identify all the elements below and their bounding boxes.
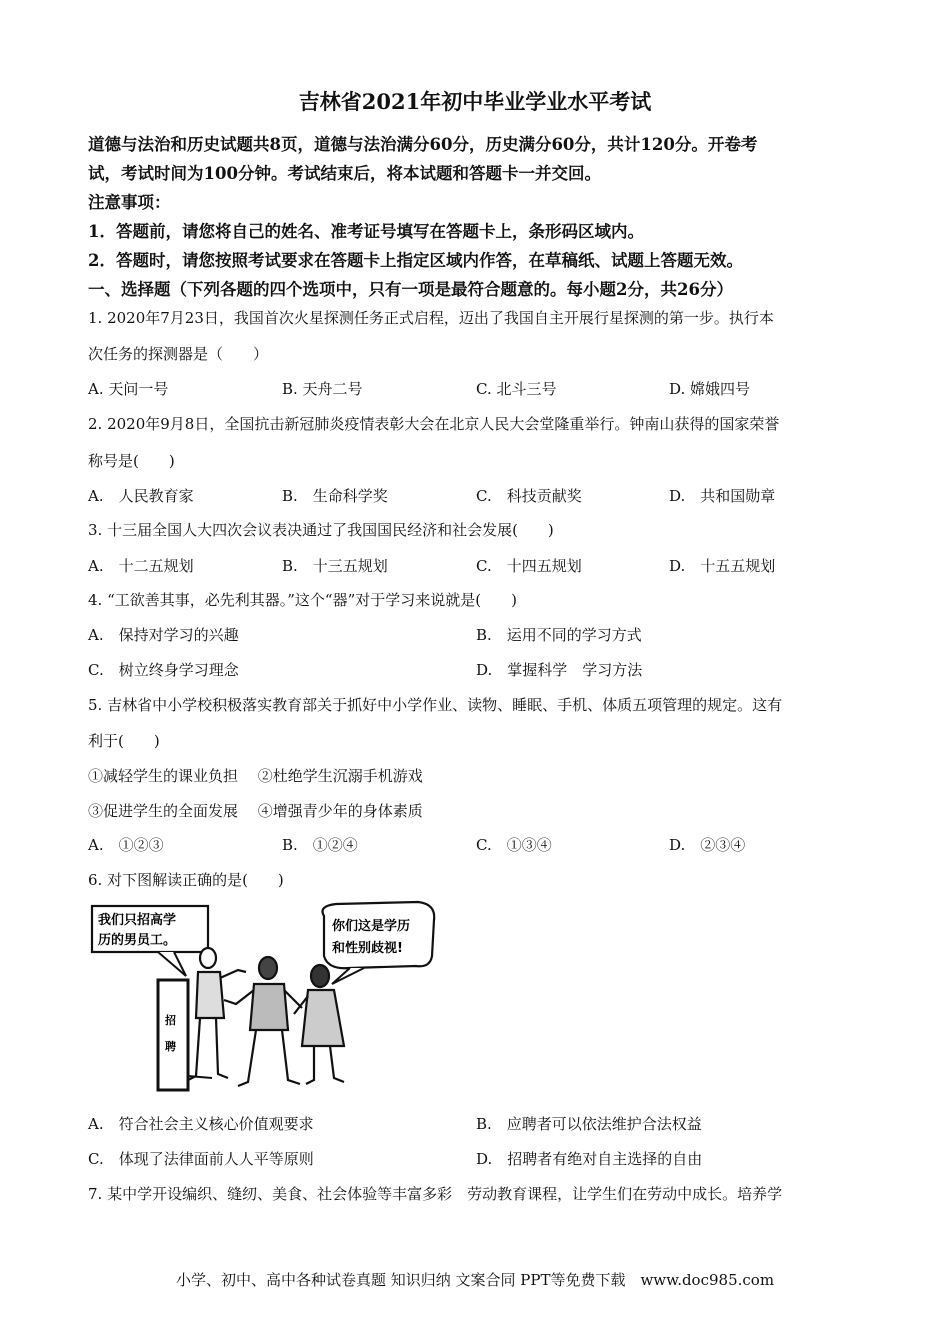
q1-option-b: B. 天舟二号 xyxy=(282,380,363,398)
q3-option-d: D. 十五五规划 xyxy=(669,557,776,575)
q4-option-d: D. 掌握科学 学习方法 xyxy=(476,661,643,679)
q7-stem: 7. 某中学开设编织、缝纫、美食、社会体验等丰富多彩 劳动教育课程，让学生们在劳动中成长。培养学 xyxy=(88,1185,783,1203)
q5-statements-2: ③促进学生的全面发展 ④增强青少年的身体素质 xyxy=(88,802,423,820)
section-heading: 一、选择题（下列各题的四个选项中，只有一项是最符合题意的。每小题2分，共26分） xyxy=(88,280,733,299)
q2-option-b: B. 生命科学奖 xyxy=(282,487,388,505)
q3-option-b: B. 十三五规划 xyxy=(282,557,388,575)
cartoon-illustration xyxy=(88,898,438,1100)
recruiter-figure xyxy=(188,948,246,1080)
q5-option-a: A. ①②③ xyxy=(88,836,164,854)
q5-option-d: D. ②③④ xyxy=(669,836,746,854)
q4-option-b: B. 运用不同的学习方式 xyxy=(476,626,642,644)
notice-1: 1．答题前，请您将自己的姓名、准考证号填写在答题卡上，条形码区域内。 xyxy=(88,222,644,241)
q5-stem-line2: 利于( ) xyxy=(88,732,160,750)
q6-option-d: D. 招聘者有绝对自主选择的自由 xyxy=(476,1150,703,1168)
intro-line-1: 道德与法治和历史试题共8页，道德与法治满分60分，历史满分60分，共计120分。开卷考 xyxy=(88,135,758,154)
q2-stem-line1: 2. 2020年9月8日，全国抗击新冠肺炎疫情表彰大会在北京人民大会堂隆重举行。钟南山获得的国家荣誉 xyxy=(88,415,780,433)
page-footer: 小学、初中、高中各种试卷真题 知识归纳 文案合同 PPT等免费下载 www.doc985.com xyxy=(175,1271,775,1289)
page-title: 吉林省2021年初中毕业学业水平考试 xyxy=(298,89,652,114)
middle-figure xyxy=(224,957,302,1086)
q2-stem-line2: 称号是( ) xyxy=(88,452,175,470)
q1-stem-line2: 次任务的探测器是（ ） xyxy=(88,345,269,363)
q6-option-a: A. 符合社会主义核心价值观要求 xyxy=(88,1115,314,1133)
sign-char-2: 聘 xyxy=(165,1040,176,1053)
q4-option-c: C. 树立终身学习理念 xyxy=(88,661,239,679)
notice-2: 2．答题时，请您按照考试要求在答题卡上指定区域内作答，在草稿纸、试题上答题无效。 xyxy=(88,251,743,270)
q2-option-d: D. 共和国勋章 xyxy=(669,487,776,505)
bubble-left-line1: 我们只招高学 xyxy=(98,913,177,928)
q1-option-a: A. 天问一号 xyxy=(88,380,169,398)
q6-stem: 6. 对下图解读正确的是( ) xyxy=(88,871,284,889)
q1-option-c: C. 北斗三号 xyxy=(476,380,557,398)
notice-title: 注意事项： xyxy=(88,193,171,212)
q3-option-c: C. 十四五规划 xyxy=(476,557,582,575)
intro-line-2: 试，考试时间为100分钟。考试结束后，将本试题和答题卡一并交回。 xyxy=(88,164,601,183)
recruitment-sign xyxy=(158,980,188,1090)
q5-statements-1: ①减轻学生的课业负担 ②杜绝学生沉溺手机游戏 xyxy=(88,767,423,785)
q3-stem: 3. 十三届全国人大四次会议表决通过了我国国民经济和社会发展( ) xyxy=(88,521,554,539)
q2-option-c: C. 科技贡献奖 xyxy=(476,487,582,505)
q6-option-b: B. 应聘者可以依法维护合法权益 xyxy=(476,1115,702,1133)
bubble-right-line2: 和性别歧视! xyxy=(332,941,403,956)
q5-option-b: B. ①②④ xyxy=(282,836,358,854)
q1-option-d: D. 嫦娥四号 xyxy=(669,380,751,398)
bubble-right-line1: 你们这是学历 xyxy=(332,919,411,934)
q4-stem: 4. “工欲善其事，必先利其器。”这个“器”对于学习来说就是( ) xyxy=(88,591,517,609)
sign-char-1: 招 xyxy=(165,1014,176,1027)
q5-option-c: C. ①③④ xyxy=(476,836,552,854)
q4-option-a: A. 保持对学习的兴趣 xyxy=(88,626,239,644)
speech-bubble-right xyxy=(323,902,435,968)
q5-stem-line1: 5. 吉林省中小学校积极落实教育部关于抓好中小学作业、读物、睡眠、手机、体质五项管理的规定。这有 xyxy=(88,696,783,714)
q2-option-a: A. 人民教育家 xyxy=(88,487,194,505)
q3-option-a: A. 十二五规划 xyxy=(88,557,194,575)
q6-option-c: C. 体现了法律面前人人平等原则 xyxy=(88,1150,314,1168)
q1-stem-line1: 1. 2020年7月23日，我国首次火星探测任务正式启程，迈出了我国自主开展行星探测的第一步。执行本 xyxy=(88,309,774,327)
bubble-left-line2: 历的男员工。 xyxy=(98,933,177,948)
